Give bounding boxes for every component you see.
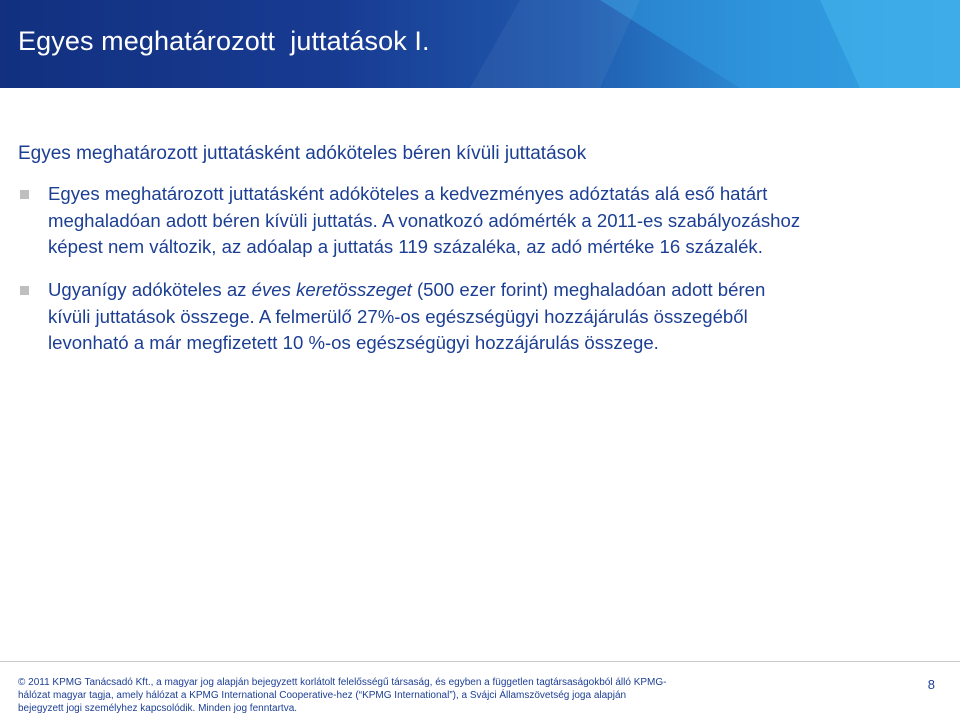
copyright-line-2: hálózat magyar tagja, amely hálózat a KPMG International Cooperative-hez (“KPMG International”), a Svájci Államszövetség joga alapján [18, 690, 627, 701]
bullet-item-1 [48, 181, 948, 261]
bullet-2-line-2: kívüli juttatások összege. A felmerülő 27%-os egészségügyi hozzájárulás összegéből [48, 305, 748, 327]
slide-title: Egyes meghatározott juttatások I. [18, 26, 430, 56]
bullet-2-text-end: (500 ezer forint) meghaladóan adott béren [411, 279, 766, 300]
page-number: 8 [927, 677, 935, 692]
footer-divider [0, 661, 960, 662]
slide-subtitle: Egyes meghatározott juttatásként adóköteles béren kívüli juttatások [18, 143, 587, 164]
copyright-line-1: © 2011 KPMG Tanácsadó Kft., a magyar jog alapján bejegyzett korlátolt felelősségű társaság, és egyben a független tagtársaságokból álló KPMG- [18, 677, 667, 688]
copyright-line-3: bejegyzett jogi személyhez kapcsolódik. Minden jog fenntartva. [18, 703, 298, 714]
bullet-2-italic-term: éves keretösszeget [251, 279, 412, 300]
square-bullet-icon [20, 190, 29, 199]
bullet-1-line-1: Egyes meghatározott juttatásként adóköteles a kedvezményes adóztatás alá eső határt [48, 183, 768, 204]
footer [0, 661, 960, 712]
title-bar [0, 0, 960, 88]
square-bullet-icon [20, 286, 29, 295]
bullet-1-line-3: képest nem változik, az adóalap a juttatás 119 százaléka, az adó mértéke 16 százalék. [48, 236, 763, 257]
bullet-2-line-3: levonható a már megfizetett 10 %-os egészségügyi hozzájárulás összege. [48, 332, 659, 353]
bullet-1-line-2: meghaladóan adott béren kívüli juttatás. A vonatkozó adómérték a 2011-es szabályozáshoz [48, 209, 801, 231]
bullet-2-text-start: Ugyanígy adóköteles az [48, 279, 252, 300]
bullet-item-2 [48, 277, 948, 357]
bullet-2-line-1 [48, 277, 948, 304]
copyright-notice [18, 676, 667, 715]
